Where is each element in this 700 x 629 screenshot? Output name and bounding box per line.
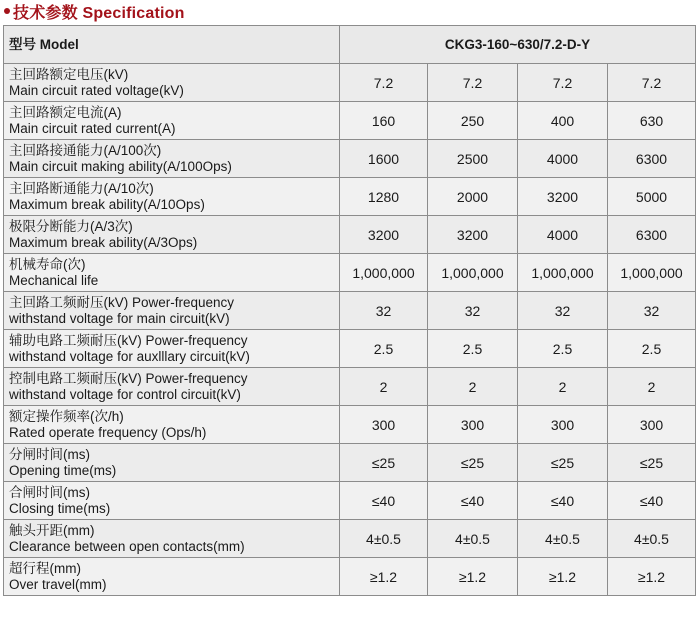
value-cell: 3200 <box>518 178 608 216</box>
value-cell: 1,000,000 <box>428 254 518 292</box>
row-label-en: Closing time(ms) <box>9 500 111 516</box>
value-cell: 3200 <box>428 216 518 254</box>
bullet-icon <box>4 8 10 14</box>
row-label-en: withstand voltage for auxlllary circuit(kV) <box>9 348 250 364</box>
row-label-en: Maximum break ability(A/3Ops) <box>9 234 198 250</box>
row-label-cn: 超行程(mm) <box>9 560 81 576</box>
value-cell: 32 <box>518 292 608 330</box>
row-label-en: Rated operate frequency (Ops/h) <box>9 424 207 440</box>
row-label-cn: 主回路额定电流(A) <box>9 104 122 120</box>
value-cell: ≤40 <box>608 482 696 520</box>
value-cell: 6300 <box>608 140 696 178</box>
value-cell: 630 <box>608 102 696 140</box>
row-label-en: Mechanical life <box>9 272 99 288</box>
value-cell: ≤40 <box>428 482 518 520</box>
row-label-en: withstand voltage for main circuit(kV) <box>9 310 230 326</box>
value-cell: 1280 <box>340 178 428 216</box>
row-label-en: Clearance between open contacts(mm) <box>9 538 245 554</box>
value-cell: 4±0.5 <box>608 520 696 558</box>
table-row <box>4 330 696 368</box>
value-cell: ≥1.2 <box>340 558 428 596</box>
value-cell: ≤40 <box>340 482 428 520</box>
value-cell: 2.5 <box>518 330 608 368</box>
table-row <box>4 64 696 102</box>
value-cell: 300 <box>608 406 696 444</box>
row-label <box>4 64 340 102</box>
row-label-cn: 极限分断能力(A/3次) <box>9 218 133 234</box>
value-cell: 7.2 <box>518 64 608 102</box>
value-cell: 2.5 <box>608 330 696 368</box>
row-label-en: Opening time(ms) <box>9 462 117 478</box>
value-cell: 3200 <box>340 216 428 254</box>
spec-table <box>3 25 696 596</box>
value-cell: 2 <box>608 368 696 406</box>
value-cell: 2000 <box>428 178 518 216</box>
row-label <box>4 406 340 444</box>
row-label <box>4 292 340 330</box>
table-row <box>4 254 696 292</box>
row-label-cn: 主回路断通能力(A/10次) <box>9 180 154 196</box>
value-cell: 7.2 <box>608 64 696 102</box>
row-label-cn: 合闸时间(ms) <box>9 484 90 500</box>
row-label-cn: 辅助电路工频耐压(kV) Power-frequency <box>9 332 248 348</box>
row-label <box>4 558 340 596</box>
row-label <box>4 368 340 406</box>
row-label <box>4 520 340 558</box>
value-cell: 2 <box>518 368 608 406</box>
value-cell: 32 <box>340 292 428 330</box>
table-row <box>4 482 696 520</box>
table-row <box>4 406 696 444</box>
value-cell: 2.5 <box>340 330 428 368</box>
value-cell: 5000 <box>608 178 696 216</box>
row-label-en: Main circuit rated voltage(kV) <box>9 82 184 98</box>
model-label: 型号 Model <box>4 26 340 64</box>
value-cell: 2 <box>340 368 428 406</box>
table-row <box>4 102 696 140</box>
value-cell: ≤25 <box>608 444 696 482</box>
value-cell: 300 <box>518 406 608 444</box>
table-row <box>4 368 696 406</box>
row-label-cn: 主回路额定电压(kV) <box>9 66 129 82</box>
row-label-cn: 机械寿命(次) <box>9 256 86 272</box>
value-cell: 32 <box>428 292 518 330</box>
value-cell: 4000 <box>518 216 608 254</box>
value-cell: 2.5 <box>428 330 518 368</box>
row-label-en: Over travel(mm) <box>9 576 107 592</box>
section-heading <box>4 0 185 22</box>
table-row <box>4 140 696 178</box>
row-label <box>4 444 340 482</box>
table-row <box>4 178 696 216</box>
value-cell: 4±0.5 <box>428 520 518 558</box>
value-cell: 32 <box>608 292 696 330</box>
row-label-en: Main circuit making ability(A/100Ops) <box>9 158 232 174</box>
value-cell: 300 <box>428 406 518 444</box>
value-cell: 4±0.5 <box>518 520 608 558</box>
row-label-en: withstand voltage for control circuit(kV) <box>9 386 241 402</box>
row-label-cn: 分闸时间(ms) <box>9 446 90 462</box>
row-label-cn: 额定操作频率(次/h) <box>9 408 124 424</box>
row-label-en: Maximum break ability(A/10Ops) <box>9 196 205 212</box>
row-label-cn: 控制电路工频耐压(kV) Power-frequency <box>9 370 248 386</box>
value-cell: 1,000,000 <box>608 254 696 292</box>
table-row <box>4 444 696 482</box>
table-row <box>4 520 696 558</box>
value-cell: ≥1.2 <box>428 558 518 596</box>
value-cell: 400 <box>518 102 608 140</box>
value-cell: 160 <box>340 102 428 140</box>
value-cell: 1600 <box>340 140 428 178</box>
value-cell: ≤25 <box>518 444 608 482</box>
row-label <box>4 482 340 520</box>
value-cell: ≤40 <box>518 482 608 520</box>
value-cell: 1,000,000 <box>518 254 608 292</box>
model-name: CKG3-160~630/7.2-D-Y <box>340 26 696 64</box>
value-cell: 2 <box>428 368 518 406</box>
row-label <box>4 330 340 368</box>
value-cell: 1,000,000 <box>340 254 428 292</box>
row-label-en: Main circuit rated current(A) <box>9 120 176 136</box>
value-cell: ≤25 <box>340 444 428 482</box>
value-cell: 7.2 <box>340 64 428 102</box>
value-cell: ≥1.2 <box>608 558 696 596</box>
value-cell: 300 <box>340 406 428 444</box>
section-title: 技术参数 Specification <box>13 4 185 22</box>
row-label-cn: 主回路接通能力(A/100次) <box>9 142 162 158</box>
row-label-cn: 触头开距(mm) <box>9 522 95 538</box>
row-label <box>4 140 340 178</box>
table-row <box>4 292 696 330</box>
value-cell: 4000 <box>518 140 608 178</box>
value-cell: ≥1.2 <box>518 558 608 596</box>
row-label <box>4 102 340 140</box>
value-cell: 2500 <box>428 140 518 178</box>
row-label <box>4 216 340 254</box>
value-cell: ≤25 <box>428 444 518 482</box>
value-cell: 4±0.5 <box>340 520 428 558</box>
table-header-row <box>4 26 696 64</box>
row-label <box>4 254 340 292</box>
row-label-cn: 主回路工频耐压(kV) Power-frequency <box>9 294 235 310</box>
value-cell: 6300 <box>608 216 696 254</box>
row-label <box>4 178 340 216</box>
value-cell: 250 <box>428 102 518 140</box>
table-row <box>4 216 696 254</box>
value-cell: 7.2 <box>428 64 518 102</box>
table-row <box>4 558 696 596</box>
